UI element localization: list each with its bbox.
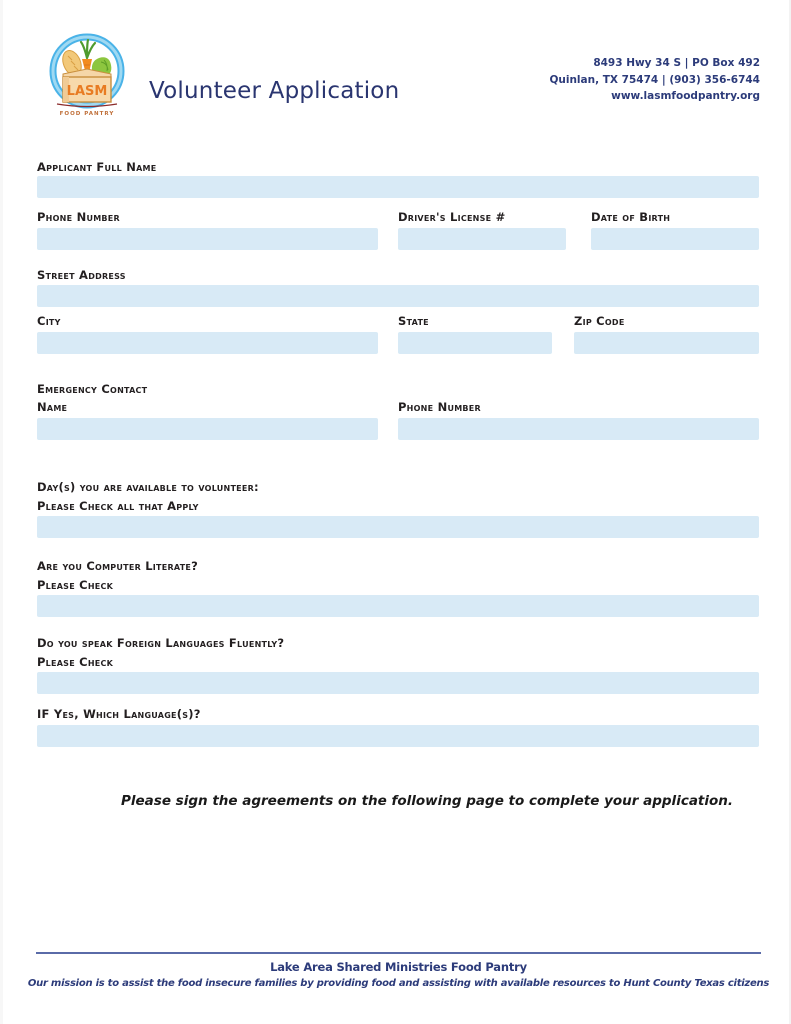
label-zip-code: Zip Code [574, 314, 625, 328]
contact-address-line: 8493 Hwy 34 S | PO Box 492 [593, 57, 760, 69]
label-street-address: Street Address [37, 268, 126, 282]
contact-city-phone-line: Quinlan, TX 75474 | (903) 356-6744 [549, 73, 760, 86]
label-foreign-languages-line1: Do you speak Foreign Languages Fluently? [37, 636, 285, 650]
label-applicant-full-name: Applicant Full Name [37, 160, 157, 174]
input-emergency-contact-phone[interactable] [398, 418, 759, 440]
input-date-of-birth[interactable] [591, 228, 759, 250]
label-phone-number: Phone Number [37, 210, 120, 224]
input-foreign-languages[interactable] [37, 672, 759, 694]
footer-organization-name: Lake Area Shared Ministries Food Pantry [270, 960, 527, 974]
label-emergency-contact-name: Name [37, 400, 68, 414]
label-drivers-license: Driver's License # [398, 210, 506, 224]
footer-divider [36, 952, 761, 954]
contact-website-line: www.lasmfoodpantry.org [611, 90, 760, 102]
logo-sub-text: FOOD PANTRY [59, 111, 115, 117]
input-drivers-license[interactable] [398, 228, 566, 250]
label-which-languages: IF Yes, Which Language(s)? [37, 707, 201, 721]
input-street-address[interactable] [37, 285, 759, 307]
label-computer-literate-line1: Are you Computer Literate? [37, 559, 199, 573]
signing-instruction: Please sign the agreements on the following page to complete your application. [121, 793, 734, 809]
footer-mission-statement: Our mission is to assist the food insecure families by providing food and assisting with available resources to Hunt County Texas citizens [27, 978, 770, 989]
label-state: State [398, 314, 429, 328]
form-body [3, 0, 791, 1024]
input-which-languages[interactable] [37, 725, 759, 747]
label-date-of-birth: Date of Birth [591, 210, 671, 224]
input-applicant-full-name[interactable] [37, 176, 759, 198]
input-emergency-contact-name[interactable] [37, 418, 378, 440]
input-city[interactable] [37, 332, 378, 354]
label-foreign-languages-line2: Please Check [37, 655, 114, 669]
input-days-available[interactable] [37, 516, 759, 538]
label-emergency-contact-phone: Phone Number [398, 400, 481, 414]
page-title: Volunteer Application [149, 78, 400, 104]
logo-brand-text: LASM [66, 84, 108, 99]
input-state[interactable] [398, 332, 552, 354]
label-days-available-line1: Day(s) you are available to volunteer: [37, 480, 259, 494]
input-zip-code[interactable] [574, 332, 759, 354]
label-computer-literate-line2: Please Check [37, 578, 114, 592]
input-phone-number[interactable] [37, 228, 378, 250]
label-emergency-contact-heading: Emergency Contact [37, 382, 148, 396]
input-computer-literate[interactable] [37, 595, 759, 617]
label-city: City [37, 314, 61, 328]
label-days-available-line2: Please Check all that Apply [37, 499, 199, 513]
